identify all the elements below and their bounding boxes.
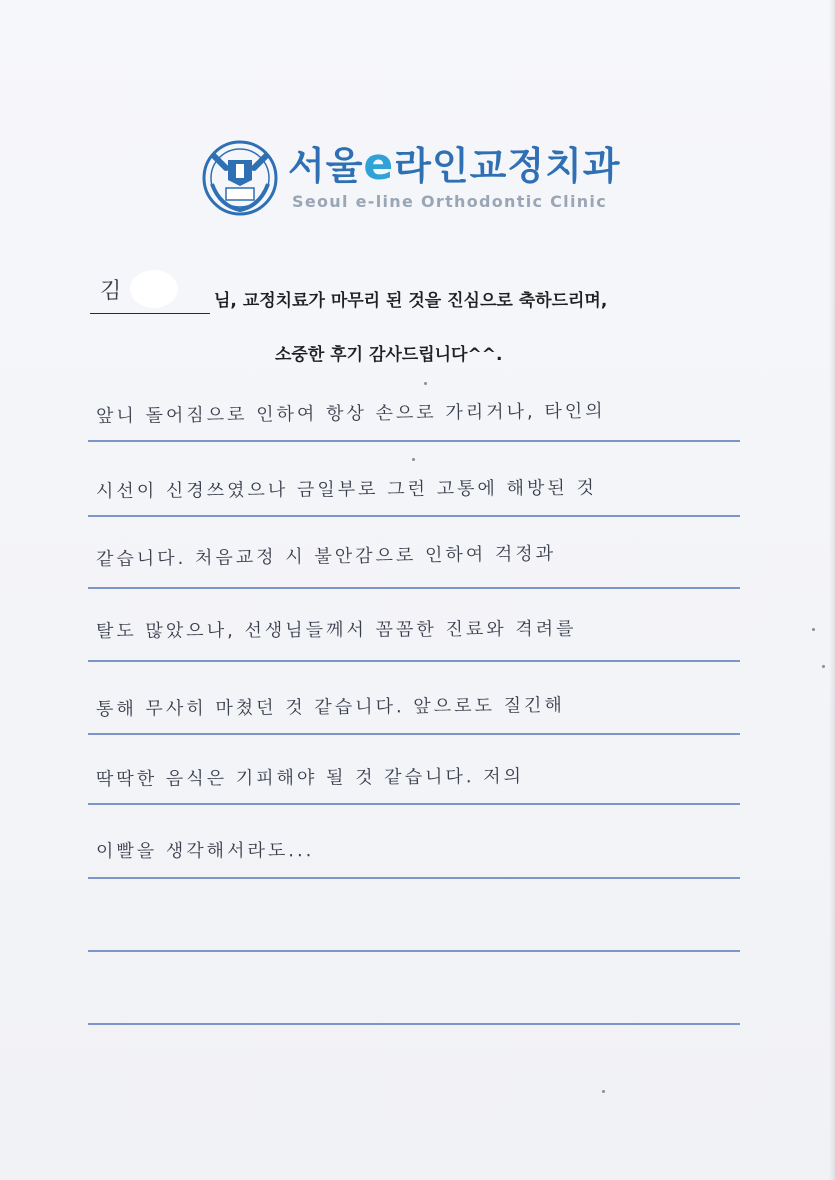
ruled-line-9	[88, 1023, 740, 1025]
redaction-blot	[130, 270, 178, 308]
paper-speck	[424, 382, 427, 385]
greeting-line-2: 소중한 후기 감사드립니다^^.	[275, 345, 503, 365]
ruled-line-7	[88, 877, 740, 879]
recipient-name-field	[90, 270, 210, 314]
ruled-line-8	[88, 950, 740, 952]
ruled-line-6	[88, 803, 740, 805]
handwritten-line-2: 시선이 신경쓰였으나 금일부로 그런 고통에 해방된 것	[95, 477, 597, 502]
clinic-logo	[200, 138, 640, 218]
scan-edge-shadow	[829, 0, 835, 1180]
paper-speck	[412, 458, 415, 461]
handwritten-line-3: 같습니다. 처음교정 시 불안감으로 인하여 걱정과	[95, 543, 557, 570]
paper-speck	[602, 1090, 605, 1093]
greeting-line-1: 님, 교정치료가 마무리 된 것을 진심으로 축하드리며,	[214, 291, 608, 311]
clinic-name-korean	[288, 139, 621, 190]
handwritten-line-6: 딱딱한 음식은 기피해야 될 것 같습니다. 저의	[95, 766, 525, 790]
ruled-line-4	[88, 660, 740, 662]
handwritten-line-5: 통해 무사히 마쳤던 것 같습니다. 앞으로도 질긴해	[95, 694, 565, 720]
clinic-name-english: Seoul e-line Orthodontic Clinic	[292, 192, 608, 211]
name-underline	[90, 313, 210, 314]
clinic-name-prefix: 서울	[288, 144, 364, 188]
ruled-line-3	[88, 587, 740, 589]
handwritten-line-4: 탈도 많았으나, 선생님들께서 꼼꼼한 진료와 격려를	[95, 618, 577, 642]
paper-speck	[812, 628, 815, 631]
ruled-line-5	[88, 733, 740, 735]
clinic-emblem-icon	[200, 138, 280, 218]
recipient-name-handwritten: 김	[100, 279, 122, 304]
clinic-name-suffix: 라인교정치과	[394, 144, 621, 188]
paper-speck	[822, 665, 825, 668]
handwritten-line-7: 이빨을 생각해서라도...	[95, 840, 315, 862]
handwritten-line-1: 앞니 돌어짐으로 인하여 항상 손으로 가리거나, 타인의	[95, 400, 606, 427]
ruled-line-2	[88, 515, 740, 517]
clinic-name-e: e	[363, 139, 395, 190]
ruled-line-1	[88, 440, 740, 442]
